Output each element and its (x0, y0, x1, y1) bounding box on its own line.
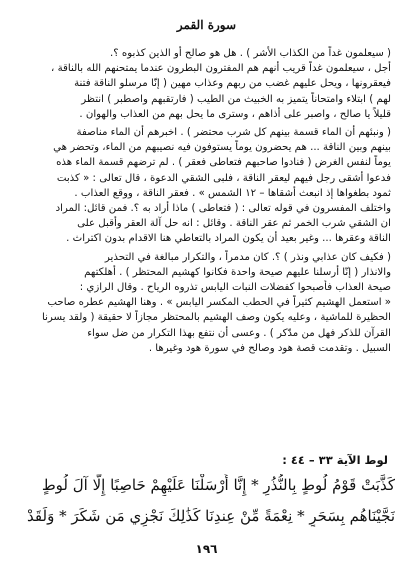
commentary-body (27, 46, 391, 359)
text-line: ان الشقي شرب الخمر ثم عقر الناقة . وقائل : انه حل آلة العقر وأقبل على (77, 218, 391, 230)
paragraph-1 (27, 46, 391, 122)
text-line: فدعوا أشقى رجل فيهم ليعقر الناقة ، فلبى الشقي الدعوة ، قال تعالى : « كذبت (56, 172, 391, 184)
text-line: أجل ، سيعلمون غداً قريب أنهم هم المفترون البطرون عندما يمتحنهم الله بالناقة ، (51, 63, 391, 75)
text-line: ( ونبئهم أن الماء قسمة بينهم كل شرب محتضر ) . اخبرهم أن الماء مناصفة (76, 127, 391, 139)
text-line: فيعقرونها ، ويحل عليهم غضب من ربهم وعذاب مهين ( إنّا مرسلو الناقة فتنة (74, 78, 391, 90)
text-line: بينهم وبين الناقة ... هم يحضرون يوماً يستوفون فيه نصيبهم من الماء، وتحضر هي (53, 142, 391, 154)
text-line: والانذار ( إنّا أرسلنا عليهم صيحة واحدة فكانوا كهشيم المحتظر ) . أهلكتهم (84, 266, 391, 278)
text-line: قليلاً يا صالح ، واصبر على أذاهم ، وسترى ما يحل بهم من العذاب والهوان . (79, 108, 391, 120)
paragraph-2 (27, 125, 391, 247)
surah-title: سورة القمر (176, 18, 237, 32)
paragraph-3 (27, 250, 391, 356)
text-line: ثمود بطغواها إذ انبعث أشقاها – ١٢ الشمس » . فعقر الناقة ، ووقع العذاب . (74, 187, 391, 199)
text-line: ( فكيف كان عذابي ونذر ) ؟. كان مدمراً ، والتكرار مبالغة في التحذير (104, 251, 391, 263)
quran-verse-line: كَذَّبَتْ قَوْمُ لُوطٍ بِالنُّذُرِ * إِنَّا أَرْسَلْنَا عَلَيْهِمْ حَاصِبًا إِلَّا آلَ لُوطٍ (41, 476, 395, 494)
text-line: الحظيرة للماشية ، وعليه يكون وصف الهشيم بالمحتظر مجازاً لا حقيقة ( ولقد يسرنا (41, 312, 391, 324)
page-number: ١٩٦ (195, 542, 218, 556)
text-line: القرآن للذكر فهل من مدّكر ) . وعسى أن نتفع بهذا التكرار من ضل سواء (87, 327, 391, 339)
quran-verse-line: نَجَّيْنَاهُم بِسَحَرٍ * نِعْمَةً مِّنْ عِندِنَا كَذَٰلِكَ نَجْزِي مَن شَكَرَ * وَلَقَدْ (27, 507, 395, 525)
text-line: « استعمل الهشيم كثيراً في الحطب المكسر اليابس » . وهنا الهشيم عطره صاحب (47, 297, 391, 309)
section-heading: لوط الآية ٣٣ – ٤٤ : (282, 453, 388, 467)
text-line: لهم ) ابتلاء وامتحاناً يتميز به الخبيث من الطيب ( فارتقبهم واصطبر ) انتظر (81, 93, 391, 105)
text-line: واختلف المفسرون في قوله تعالى : ( فتعاطى ) ماذا أراد به ؟. فمن قائل: المراد (55, 203, 391, 215)
text-line: يوماً لنفس الغرض ( فنادوا صاحبهم فتعاطى فعقر ) . لم ترضهم قسمة الماء هذه (56, 157, 391, 169)
text-line: السبيل . وتقدمت قصة هود وصالح في سورة هود وغيرها . (148, 342, 391, 354)
text-line: الناقة وعقرها ... وغير بعيد أن يكون المراد بالتعاطي هنا الاقدام بدون اكتراث . (66, 233, 391, 245)
text-line: ( سيعلمون غداً من الكذاب الأشر ) . هل هو صالح أو الذين كذبوه ؟. (110, 48, 391, 59)
text-line: صيحة العذاب فأصبحوا كفضلات النبات اليابس تذروه الرياح . وقال الرازي : (79, 282, 391, 294)
